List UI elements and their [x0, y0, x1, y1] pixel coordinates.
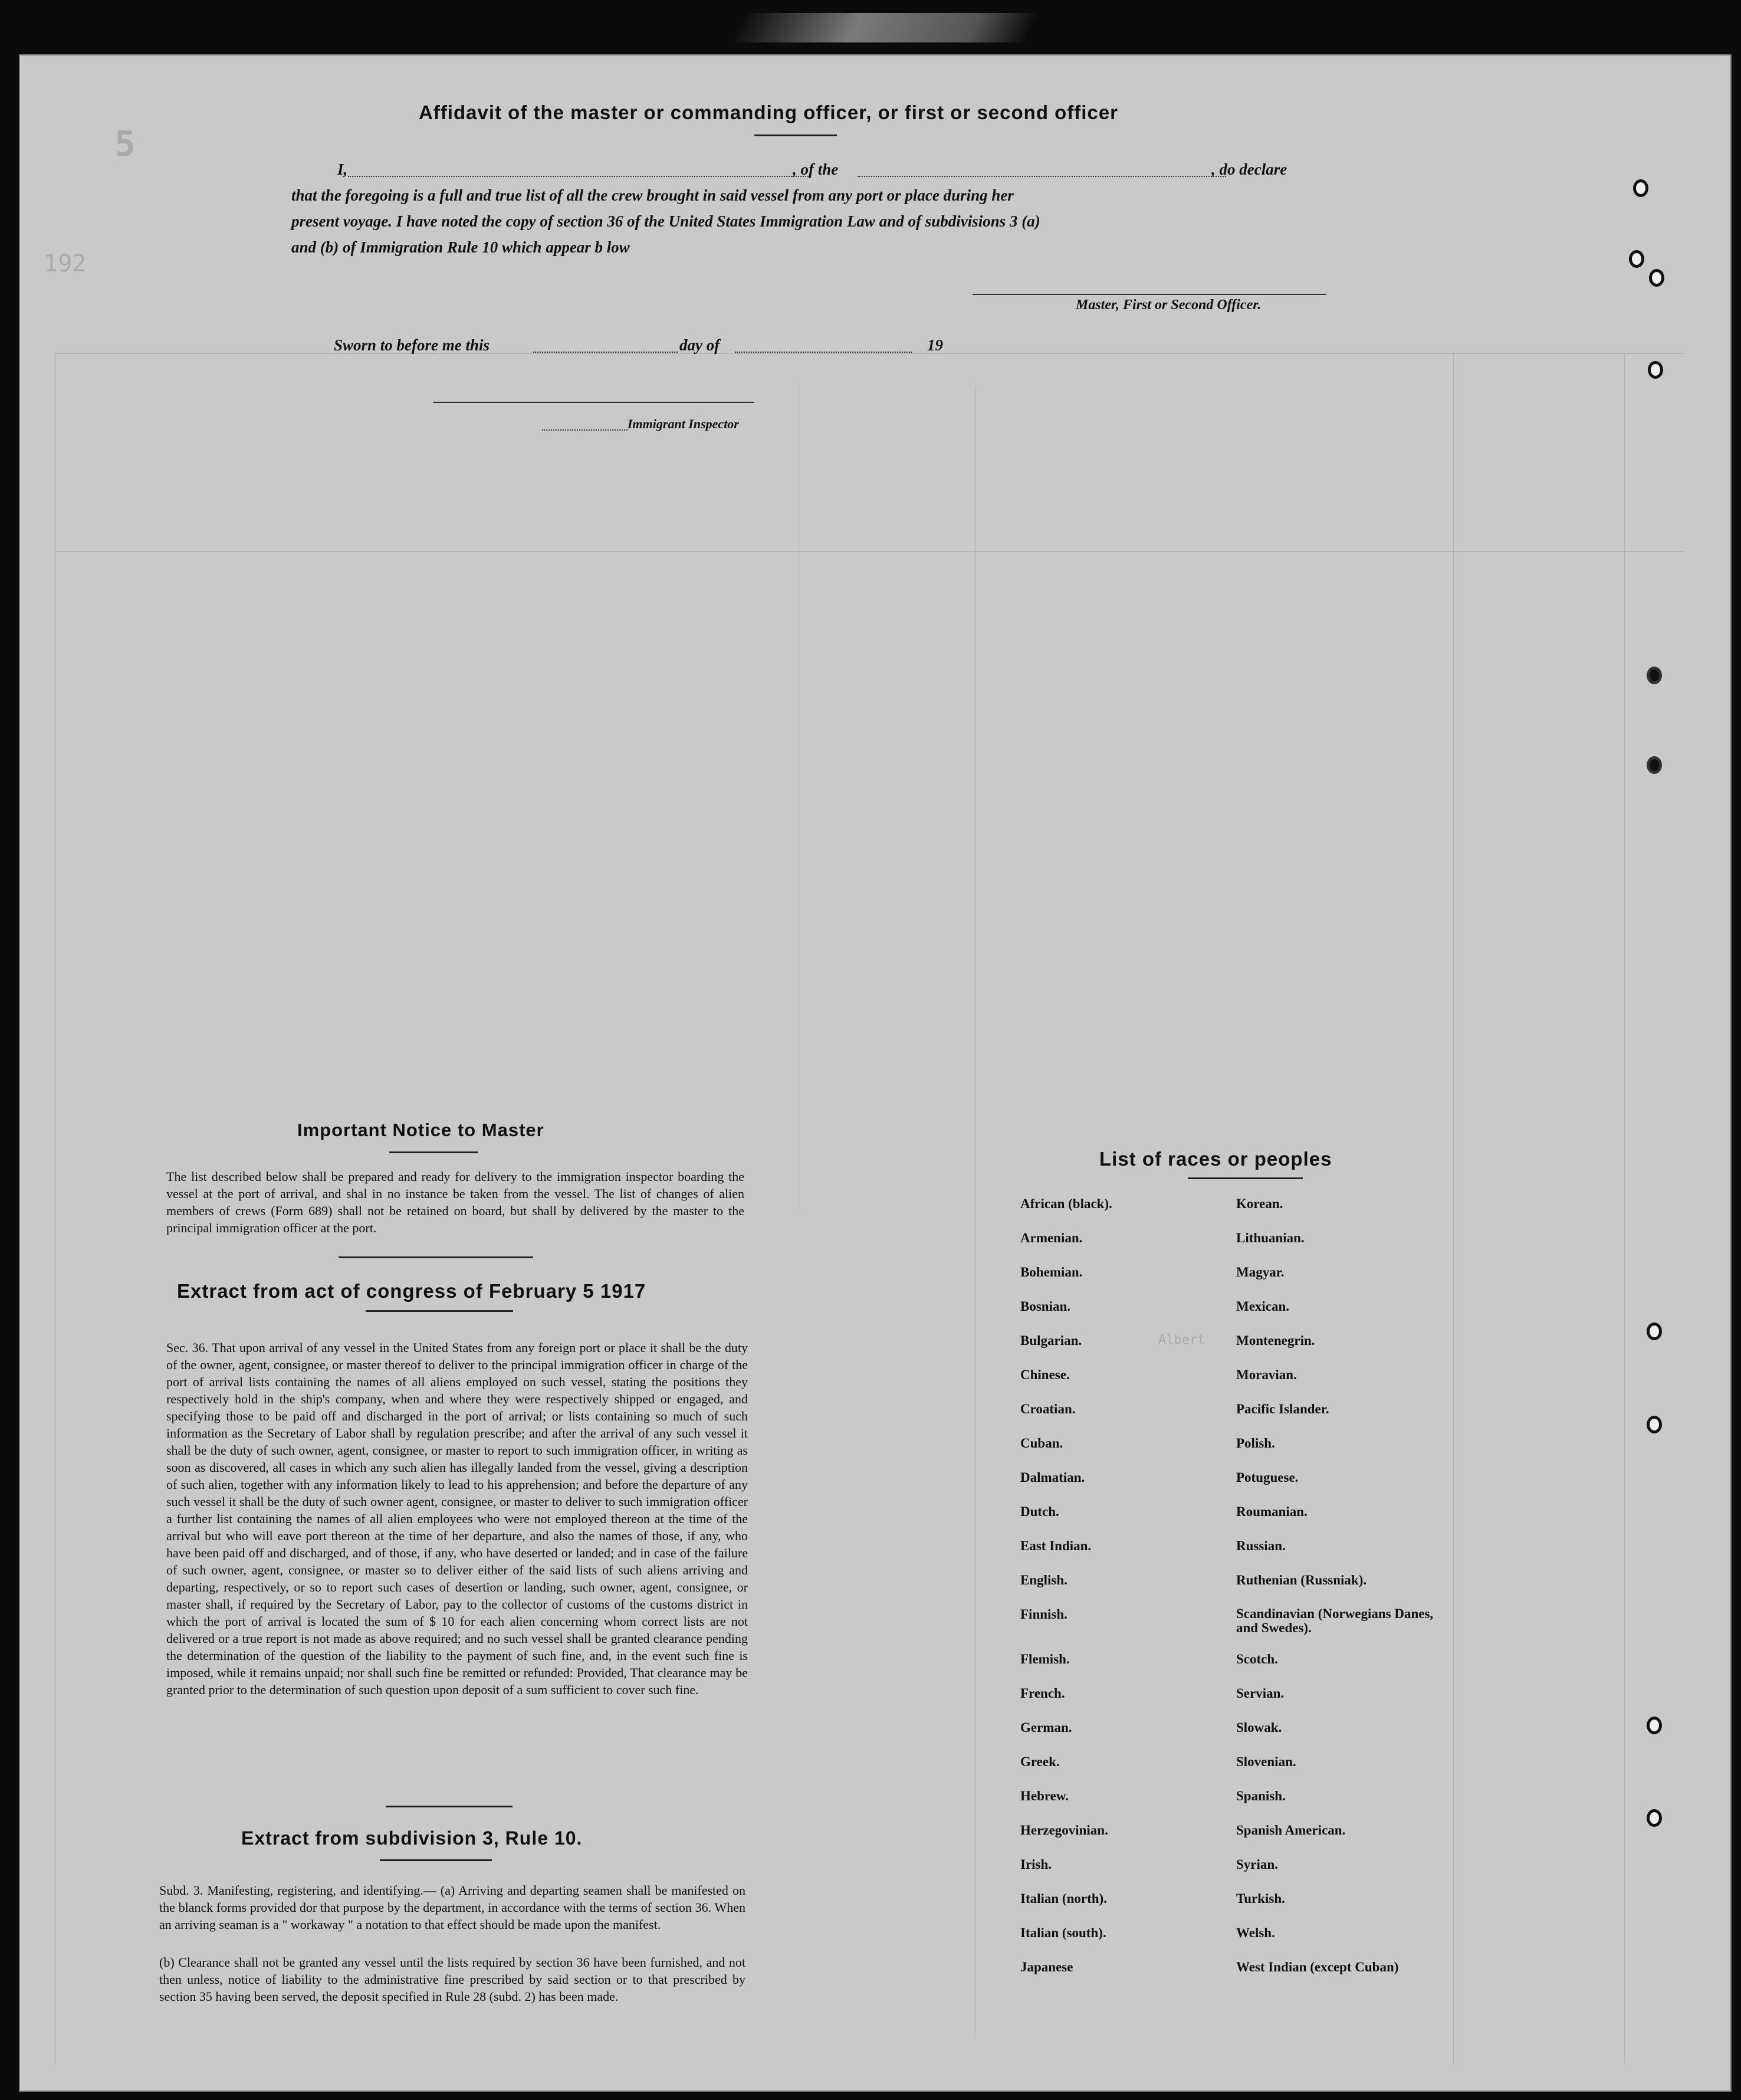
vessel-name-line[interactable]: [858, 176, 1226, 177]
race-item: East Indian.: [1020, 1538, 1092, 1553]
act-extract-title: Extract from act of congress of February 5 1917: [177, 1280, 646, 1302]
notice-title-underline: [389, 1151, 478, 1153]
race-item: Herzegovinian.: [1020, 1823, 1108, 1838]
affidavit-declare-label: , do declare: [1211, 160, 1287, 178]
manifest-page: 5 192 Albert Affidavit of the master or commanding officer, or first or second officer I, , of the , do declare that the foregoing is a full and true list of all the crew brought in said vessel from any port or place during her present voyage. I have noted the copy of section 36 of the United States Immigration Law and of subdivisions 3 (a) and (b) of Immigration Rule 10 which appear b low Master, First or Second Officer. Sworn to before me this day of 19 Immigrant Inspector Important Notice to Master The list described below shall be prepared and ready for delivery to the immigration inspector boarding the vessel at the port of arrival, and shal in no instance be taken from the vessel. The list of changes of alien members of crews (Form 689) shall not be retained on board, but shall by delivered by the master to the principal immigration officer at the port. Extract from act of congress of February 5 1917 Sec. 36. That upon arrival of any vessel in the United States from any foreign port or place it shall be the duty of the owner, agent, consignee, or master thereof to deliver to the principal immigration officer in charge of the port of arrival lists containing the names of all aliens employed on such vessel, stating the positions they respectively hold in the ship's company, when and where they were respectively shipped or engaged, and specifying those to be paid off and discharged in the port of arrival; or lists containing so much of such information as the Secretary of Labor shall by regulation prescribe; and after the arrival of any such vessel it shall be the duty of such owner, agent, consignee, or master to report to such immigration officer, in writing as soon as discovered, all cases in which any such alien has illegally landed from the vessel, giving a description of such alien, together with any information likely to lead to his apprehension; and before the departure of any such vessel it shall be the duty of such owner agent, consignee, or master to deliver to such immigration officer a further list containing the names of all alien employees who were not employed thereon at the time of the arrival but who will eave port thereon at the time of her departure, and also the names of those, if any, who have been paid off and discharged, and of those, if any, who have deserted or landed; and in case of the failure of such owner, agent, consignee, or master so to deliver either of the said lists of such aliens arriving and departing, respectively, or so to report such cases of desertion or landing, such owner, agent, consignee, or master shall, if required by the Secretary of Labor, pay to the collector of customs of the customs district in which the port of arrival is located the sum of $ 10 for each alien concerning whom correct lists are not delivered or a true report is not made as above required; and no such vessel shall be granted clearance pending the determination of the question of the liability to the payment of such fine, and, in the event such fine is imposed, while it remains unpaid; nor shall such fine be remitted or refunded: Provided, That clearance may be granted prior to the determination of such question upon deposit of a sum sufficient to cover such fine. Extract from subdivision 3, Rule 10. Subd. 3. Manifesting, registering, and identifying.— (a) Arriving and departing seamen shall be manifested on the blanck forms provided dor that purpose by the department, in accordance with the terms of section 36. When an arriving seaman is a " workaway " a notation to that effect should be made upon the manifest. (b) Clearance shall not be granted any vessel until the lists required by section 36 have been furnished, and not then unless, notice of liability to the administrative fine prescribed by said section or to that prescribed by section 35 having been served, the deposit specified in Rule 28 (subd. 2) has been made. List of races or peoples African (black). Armenian. Bohemian. Bosnian. Bulgarian. Chinese. Croatian. Cuban. Dalmatian. Dutch. East Indian. English. Finnish. Flemish. French. German. Greek. Hebrew. Herzegovinian. Irish. Italian (north). Italian (south). Japanese Korean. Lithuanian. Magyar. Mexican. Montenegrin. Moravian. Pacific Islander. Polish. Potuguese. Roumanian. Russian. Ruthenian (Russniak). Scandinavian (Norwegians Danes, and Swedes). Scotch. Servian. Slowak. Slovenian. Spanish. Spanish American. Syrian. Turkish. Welsh. West Indian (except Cuban): [19, 54, 1732, 2092]
rule-extract-para-b: (b) Clearance shall not be granted any vessel until the lists required by section 36 have been furnished, and not then unless, notice of liability to the administrative fine prescribed by said section or to that prescribed by section 35 having been served, the deposit specified in Rule 28 (subd. 2) has been made.: [159, 1955, 745, 2004]
binder-hole-icon: [1647, 756, 1662, 774]
race-item: West Indian (except Cuban): [1236, 1960, 1399, 1974]
race-item: Croatian.: [1020, 1402, 1076, 1416]
race-item: Armenian.: [1020, 1231, 1083, 1245]
affidavit-text-line-1: that the foregoing is a full and true list of all the crew brought in said vessel from any port or place during her: [291, 186, 1014, 204]
race-item: Bohemian.: [1020, 1265, 1083, 1279]
binder-hole-icon: [1647, 1717, 1662, 1734]
act-extract-divider: [386, 1806, 513, 1807]
race-item: Greek.: [1020, 1754, 1060, 1769]
act-extract-body: Sec. 36. That upon arrival of any vessel in the United States from any foreign port or place it shall be the duty of the owner, agent, consignee, or master thereof to deliver to the principal immigration officer in charge of the port of arrival lists containing the names of all aliens employed on such vessel, stating the positions they respectively hold in the ship's company, when and where they were respectively shipped or engaged, and specifying those to be paid off and discharged in the port of arrival; or lists containing so much of such information as the Secretary of Labor shall by regulation prescribe; and after the arrival of any such vessel it shall be the duty of such owner, agent, consignee, or master to report to such immigration officer, in writing as soon as discovered, all cases in which any such alien has illegally landed from the vessel, giving a description of such alien, together with any information likely to lead to his apprehension; and before the departure of any such vessel it shall be the duty of such owner agent, consignee, or master to deliver to such immigration officer a further list containing the names of all alien employees who were not employed thereon at the time of the arrival but who will eave port thereon at the time of her departure, and also the names of those, if any, who have been paid off and discharged, and of those, if any, who have deserted or landed; and in case of the failure of such owner, agent, consignee, or master so to deliver either of the said lists of such aliens arriving and departing, respectively, or so to report such cases of desertion or landing, such owner, agent, consignee, or master shall, if required by the Secretary of Labor, pay to the collector of customs of the customs district in which the port of arrival is located the sum of $ 10 for each alien concerning whom correct lists are not delivered or a true report is not made as above required; and no such vessel shall be granted clearance pending the determination of the question of the liability to the payment of such fine, and, in the event such fine is imposed, while it remains unpaid; nor shall such fine be remitted or refunded: Provided, That clearance may be granted prior to the determination of such question upon deposit of a sum sufficient to cover such fine.: [166, 1340, 748, 1697]
race-item: Chinese.: [1020, 1367, 1070, 1382]
inspector-signature-line[interactable]: [433, 402, 754, 403]
race-item: Servian.: [1236, 1686, 1285, 1701]
race-item: Flemish.: [1020, 1652, 1070, 1666]
affidavit-of-the-label: , of the: [793, 160, 839, 178]
race-item: African (black).: [1020, 1196, 1112, 1211]
race-item: Ruthenian (Russniak).: [1236, 1573, 1367, 1587]
race-item: Italian (south).: [1020, 1925, 1106, 1940]
race-item: Lithuanian.: [1236, 1231, 1305, 1245]
affidavit-text-line-2: present voyage. I have noted the copy of section 36 of the United States Immigration Law and of subdivisions 3 (a): [291, 212, 1040, 230]
binder-hole-icon: [1648, 361, 1663, 379]
rule-extract-para-a: Subd. 3. Manifesting, registering, and identifying.— (a) Arriving and departing seamen shall be manifested on the blanck forms provided dor that purpose by the department, in accordance with the terms of section 36. When an arriving seaman is a " workaway " a notation to that effect should be made upon the manifest.: [159, 1883, 745, 1932]
sworn-label: Sworn to before me this: [334, 336, 490, 354]
affidavit-title-underline: [754, 134, 837, 136]
race-item: Syrian.: [1236, 1857, 1278, 1872]
race-item: Bulgarian.: [1020, 1333, 1082, 1348]
sworn-day-line[interactable]: [533, 352, 678, 353]
race-item: Pacific Islander.: [1236, 1402, 1329, 1416]
race-item: German.: [1020, 1720, 1072, 1735]
race-item: Finnish.: [1020, 1607, 1067, 1622]
affidavit-text-line-3: and (b) of Immigration Rule 10 which appear b low: [291, 238, 630, 256]
binder-hole-icon: [1647, 1323, 1662, 1340]
rule-extract-underline: [380, 1859, 492, 1861]
race-item: Dutch.: [1020, 1504, 1059, 1519]
race-item: Italian (north).: [1020, 1891, 1107, 1906]
race-item: Slovenian.: [1236, 1754, 1296, 1769]
race-item: Scotch.: [1236, 1652, 1278, 1666]
race-item: Cuban.: [1020, 1436, 1063, 1451]
races-title: List of races or peoples: [1099, 1148, 1332, 1170]
officer-signature-line[interactable]: [973, 294, 1326, 295]
officer-signature-caption: Master, First or Second Officer.: [1076, 297, 1262, 313]
affidavit-i-label: I,: [337, 160, 348, 178]
race-item: Moravian.: [1236, 1367, 1297, 1382]
race-item: Roumanian.: [1236, 1504, 1308, 1519]
inspector-caption: Immigrant Inspector: [628, 416, 739, 431]
race-item: Mexican.: [1236, 1299, 1290, 1314]
race-item: Welsh.: [1236, 1925, 1275, 1940]
declarant-name-line[interactable]: [348, 176, 811, 177]
race-item: French.: [1020, 1686, 1065, 1701]
binder-hole-icon: [1649, 269, 1664, 287]
race-item: Irish.: [1020, 1857, 1052, 1872]
race-item: Scandinavian (Norwegians Danes, and Swedes).: [1236, 1606, 1434, 1635]
race-item: Spanish.: [1236, 1789, 1286, 1803]
binder-hole-icon: [1629, 250, 1644, 268]
day-of-label: day of: [679, 336, 720, 354]
race-item: Turkish.: [1236, 1891, 1285, 1906]
act-extract-underline: [366, 1310, 513, 1312]
race-item: Slowak.: [1236, 1720, 1282, 1735]
year-label: 19: [927, 336, 943, 354]
race-item: Polish.: [1236, 1436, 1275, 1451]
rule-extract-title: Extract from subdivision 3, Rule 10.: [241, 1827, 583, 1849]
race-item: Magyar.: [1236, 1265, 1285, 1279]
race-item: Dalmatian.: [1020, 1470, 1085, 1485]
notice-divider: [339, 1256, 533, 1258]
inspector-dot-leader: [542, 429, 628, 431]
race-item: Bosnian.: [1020, 1299, 1071, 1314]
race-item: Hebrew.: [1020, 1789, 1069, 1803]
affidavit-title: Affidavit of the master or commanding officer, or first or second officer: [419, 101, 1119, 123]
notice-title: Important Notice to Master: [297, 1120, 544, 1140]
race-item: Montenegrin.: [1236, 1333, 1315, 1348]
race-item: English.: [1020, 1573, 1067, 1587]
binder-hole-icon: [1647, 1809, 1662, 1827]
race-item: Korean.: [1236, 1196, 1283, 1211]
race-item: Potuguese.: [1236, 1470, 1299, 1485]
binder-hole-icon: [1633, 179, 1648, 197]
race-item: Spanish American.: [1236, 1823, 1346, 1838]
binder-hole-icon: [1647, 1416, 1662, 1433]
scan-edge-shadow: [730, 13, 1039, 42]
races-title-underline: [1188, 1177, 1303, 1179]
sworn-month-line[interactable]: [735, 352, 912, 353]
race-item: Japanese: [1020, 1960, 1073, 1974]
binder-hole-icon: [1647, 667, 1662, 684]
race-item: Russian.: [1236, 1538, 1286, 1553]
notice-body: The list described below shall be prepared and ready for delivery to the immigration inspector boarding the vessel at the port of arrival, and shal in no instance be taken from the vessel. The list of changes of alien members of crews (Form 689) shall not be retained on board, but shall by delivered by the master to the principal immigration officer at the port.: [166, 1169, 744, 1235]
